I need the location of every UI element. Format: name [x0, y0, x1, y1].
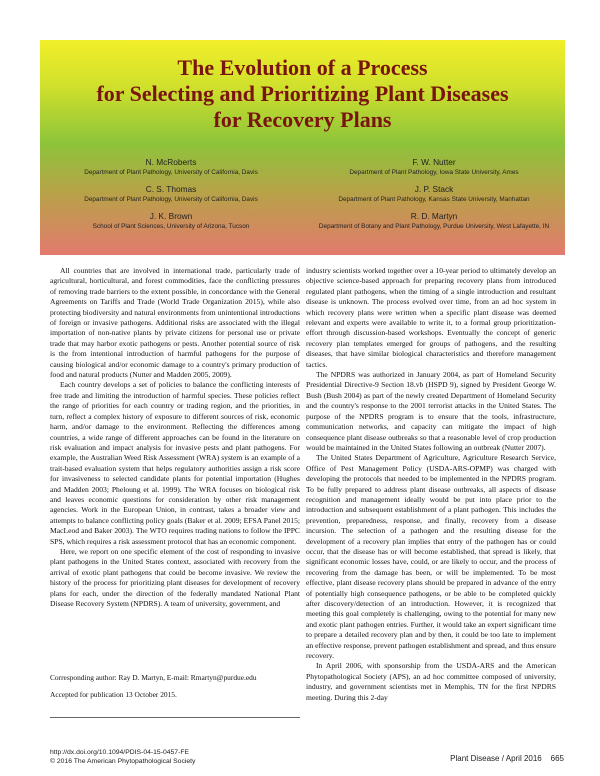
author-mcroberts	[40, 157, 302, 177]
author-affiliation: Department of Plant Pathology, Kansas State University, Manhattan	[338, 196, 530, 203]
author-stack	[303, 184, 565, 204]
author-affiliation: School of Plant Sciences, University of Arizona, Tucson	[92, 223, 250, 230]
title-line-2: for Selecting and Prioritizing Plant Diseases	[96, 81, 509, 106]
body-paragraph: The NPDRS was authorized in January 2004, as part of Homeland Security Presidential Directive-9 Section 18.vb (HSPD 9), signed by President George W. Bush (Bush 2004) as part of the newly created Department of Homeland Security and the country's response to the 2001 terrorist attacks in the United States. The purpose of the NPDRS program is to ensure that the tools, infrastructure, communication networks, and capacity can mitigate the impact of high consequence plant disease outbreaks so that a reasonable level of crop production would be maintained in the United States following an outbreak (Nutter 2007).	[306, 370, 556, 452]
author-affiliation: Department of Plant Pathology, University of California, Davis	[84, 196, 258, 203]
corresponding-author: Corresponding author: Ray D. Martyn, E-mail: Rmartyn@purdue.edu	[50, 673, 257, 682]
author-nutter	[303, 157, 565, 177]
author-name: C. S. Thomas	[145, 184, 197, 194]
body-paragraph: Here, we report on one specific element of the cost of responding to invasive plant pathogens in the United States context, associated with recovery from the arrival of exotic plant pathogens that could be become invasive. We review the history of the process for prioritizing plant diseases for development of recovery plans for each, under the direction of the federally mandated National Plant Disease Recovery System (NPDRS). A team of university, government, and	[50, 546, 300, 608]
body-paragraph: The United States Department of Agriculture, Agriculture Research Service, Office of Pest Management Policy (USDA-ARS-OPMP) was charged with developing the protocols that needed to be implemented in the NPDRS program. To be fully prepared to address plant disease outbreaks, all aspects of disease recognition and management ideally would be put into place prior to the introduction and subsequent establishment of a plant pathogen. This includes the prevention, preparedness, response, and finally, recovery from a disease incursion. The selection of a pathogen and the resulting disease for the development of a recovery plan implies that entry of the pathogen has or could occur, that the disease has or will become established, that spread is likely, that significant economic losses have, could, or are likely to occur, and the process of recovering from the damage has been, or will be implemented. To be most effective, plant disease recovery plans should be prepared in advance of the entry of potentially high consequence pathogens, or be able to be completed quickly after discovery/detection of an introduction. However, it is recognized that meeting this goal completely is challenging, owing to the potential for many new and exotic plant pathogen entries. Further, it would take an expert significant time to prepare a detailed recovery plan and by then, it could be too late to implement an effective response, prevent pathogen establishment and spread, and thus ensure recovery.	[306, 453, 556, 661]
body-left-column	[50, 266, 300, 609]
page-number: 665	[550, 754, 564, 763]
title-line-1: The Evolution of a Process	[177, 55, 428, 80]
author-martyn	[303, 211, 565, 231]
author-name: R. D. Martyn	[410, 211, 458, 221]
author-affiliation: Department of Botany and Plant Pathology, Purdue University, West Lafayette, IN	[318, 223, 550, 230]
article-title	[40, 55, 565, 133]
page-footer	[450, 754, 564, 763]
author-list	[40, 157, 565, 253]
author-thomas	[40, 184, 302, 204]
author-name: F. W. Nutter	[412, 157, 456, 167]
copyright-notice: © 2016 The American Phytopathological Society	[50, 758, 196, 765]
accepted-date: Accepted for publication 13 October 2015.	[50, 690, 177, 699]
body-paragraph: All countries that are involved in international trade, particularly trade of agricultural, horticultural, and forest commodities, face the conflicting pressures of removing trade barriers to the extent possible, in concordance with the General Agreements on Tariffs and Trade (World Trade Organization 2015), while also protecting biodiversity and natural environments from unintentional introductions of foreign or invasive pathogens. Additional risks are associated with the illegal importation of non-native plants by private citizens for personal use or private trade that may harbor exotic pathogens or pests. Another potential source of risk is the from intentional introduction of harmful pathogens for the purpose of causing biological and/or economic damage to a country's primary production of food and natural products (Nutter and Madden 2005, 2009).	[50, 266, 300, 380]
journal-footer: Plant Disease / April 2016	[450, 754, 542, 763]
author-name: J. K. Brown	[149, 211, 193, 221]
body-right-column	[306, 266, 556, 703]
body-paragraph: industry scientists worked together over a 10-year period to ultimately develop an objective science-based approach for preparing recovery plans from introduced regulated plant pathogens, when the timing of a single introduction and resultant disease is unknown. The process evolved over time, from an ad hoc system in which recovery plans were written when a specific plant disease was deemed relevant and experts were available to write it, to a formal group prioritization-effort through discussion-based workshops. Eventually the concept of generic recovery plan templates emerged for groups of pathogens, and the resulting diseases, that have similar biological characteristics and therefore management tactics.	[306, 266, 556, 369]
doi-link[interactable]: http://dx.doi.org/10.1094/PDIS-04-15-0457-FE	[50, 749, 190, 756]
author-name: J. P. Stack	[414, 184, 454, 194]
author-affiliation: Department of Plant Pathology, University of California, Davis	[84, 169, 258, 176]
title-line-3: for Recovery Plans	[213, 107, 392, 132]
author-name: N. McRoberts	[145, 157, 197, 167]
footer-left	[50, 748, 195, 766]
body-paragraph: In April 2006, with sponsorship from the USDA-ARS and the American Phytopathological Society (APS), an ad hoc committee composed of university, industry, and government scientists met in Memphis, TN for the first NPDRS meeting. During this 2-day	[306, 661, 556, 702]
author-affiliation: Department of Plant Pathology, Iowa State University, Ames	[349, 169, 519, 176]
footnote-divider	[50, 717, 300, 718]
body-paragraph: Each country develops a set of policies to balance the conflicting interests of free trade and limiting the introduction of harmful species. These policies reflect the range of priorities for each country or trading region, and the priorities, in turn, reflect a complex history of exposure to different sources of risk, economic harm, and/or damage to the environment. Reflecting the differences among countries, a wide range of different approaches can be found in the literature on risk evaluation and impact analysis for invasive pests and plant pathogens. For example, the Australian Weed Risk Assessment (WRA) system is an example of a trait-based evaluation system that helps regulatory authorities assign a risk score for invasiveness to selected candidate plants for potential importation (Hughes and Madden 2003; Pheloung et al. 1999). The WRA focuses on biological risk and leaves economic questions for consideration by other risk management agencies. Work in the European Union, in contrast, takes a broader view and attempts to balance conflicting policy goals (Baker et al. 2009; EFSA Panel 2015; MacLeod and Baker 2003). The WTO requires trading nations to follow the IPPC SPS, which requires a risk assessment protocol that has an economic component.	[50, 380, 300, 546]
author-brown	[40, 211, 302, 231]
